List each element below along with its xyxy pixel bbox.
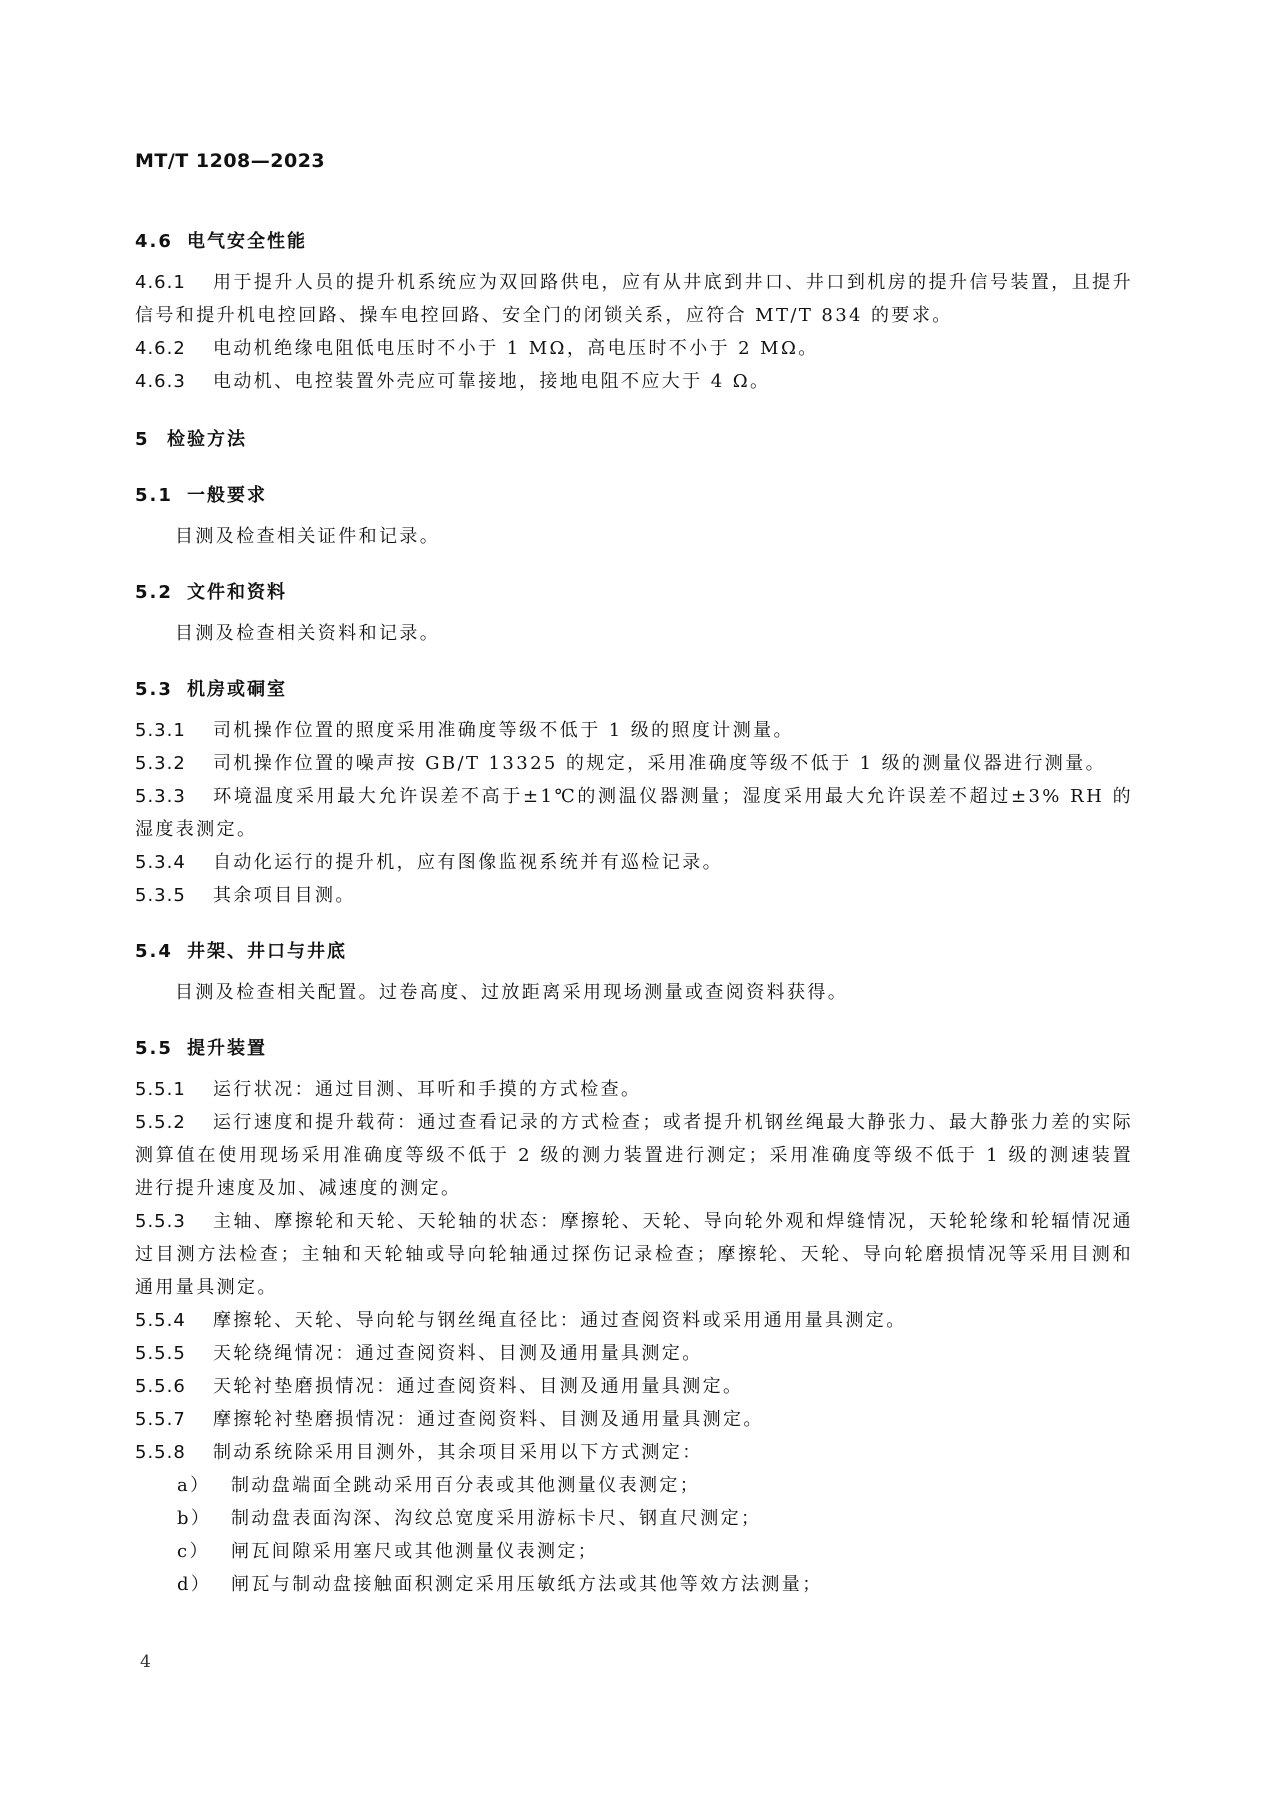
section-4-6-heading <box>135 226 1133 258</box>
list-marker: d） <box>177 1574 212 1595</box>
list-marker: b） <box>177 1508 212 1529</box>
clause-number: 5.5.1 <box>135 1079 186 1100</box>
clause-number: 5.5.5 <box>135 1343 186 1364</box>
clause-number: 4.6.3 <box>135 371 186 392</box>
section-5-4-heading <box>135 936 1133 968</box>
section-title: 井架、井口与井底 <box>187 941 347 962</box>
section-number: 5.5 <box>135 1038 173 1059</box>
chapter-title: 检验方法 <box>167 429 247 450</box>
clause-4-6-2 <box>135 332 1133 365</box>
clause-text: 环境温度采用最大允许误差不高于±1℃的测温仪器测量；湿度采用最大允许误差不超过±3% RH 的湿度表测定。 <box>135 786 1133 840</box>
clause-number: 5.3.4 <box>135 852 186 873</box>
clause-5-5-4 <box>135 1304 1133 1337</box>
clause-number: 5.3.1 <box>135 720 186 741</box>
clause-text: 天轮衬垫磨损情况：通过查阅资料、目测及通用量具测定。 <box>213 1376 744 1397</box>
clause-number: 5.3.2 <box>135 753 186 774</box>
clause-5-5-8 <box>135 1436 1133 1469</box>
clause-5-3-2 <box>135 747 1133 780</box>
clause-text: 天轮绕绳情况：通过查阅资料、目测及通用量具测定。 <box>213 1343 703 1364</box>
clause-5-3-1 <box>135 714 1133 747</box>
list-item-text: 闸瓦与制动盘接触面积测定采用压敏纸方法或其他等效方法测量； <box>231 1574 823 1595</box>
clause-number: 5.5.3 <box>135 1211 186 1232</box>
list-item <box>135 1535 1133 1568</box>
section-title: 文件和资料 <box>187 582 287 603</box>
clause-number: 5.5.6 <box>135 1376 186 1397</box>
list-item <box>135 1502 1133 1535</box>
clause-text: 电动机、电控装置外壳应可靠接地，接地电阻不应大于 4 Ω。 <box>213 371 771 392</box>
clause-text: 其余项目目测。 <box>213 885 356 906</box>
clause-text: 电动机绝缘电阻低电压时不小于 1 MΩ，高电压时不小于 2 MΩ。 <box>213 338 819 359</box>
document-header: MT/T 1208—2023 <box>135 150 326 172</box>
page-number: 4 <box>140 1652 151 1672</box>
clause-text: 运行状况：通过目测、耳听和手摸的方式检查。 <box>213 1079 642 1100</box>
section-5-1-text: 目测及检查相关证件和记录。 <box>175 526 441 547</box>
clause-4-6-3 <box>135 365 1133 398</box>
clause-text: 运行速度和提升载荷：通过查看记录的方式检查；或者提升机钢丝绳最大静张力、最大静张力差的实际测算值在使用现场采用准确度等级不低于 2 级的测力装置进行测定；采用准确度等级不低于 1 级的测速装置进行提升速度及加、减速度的测定。 <box>135 1112 1133 1199</box>
clause-5-5-3 <box>135 1205 1133 1304</box>
list-marker: c） <box>177 1541 210 1562</box>
clause-text: 摩擦轮衬垫磨损情况：通过查阅资料、目测及通用量具测定。 <box>213 1409 764 1430</box>
clause-5-5-6 <box>135 1370 1133 1403</box>
clause-5-3-3 <box>135 780 1133 846</box>
page-body <box>135 226 1133 1601</box>
section-number: 5.1 <box>135 485 173 506</box>
list-item <box>135 1469 1133 1502</box>
list-item <box>135 1568 1133 1601</box>
clause-number: 5.5.7 <box>135 1409 186 1430</box>
clause-number: 5.5.2 <box>135 1112 186 1133</box>
clause-number: 5.3.3 <box>135 786 186 807</box>
clause-text: 主轴、摩擦轮和天轮、天轮轴的状态：摩擦轮、天轮、导向轮外观和焊缝情况，天轮轮缘和轮辐情况通过目测方法检查；主轴和天轮轴或导向轮轴通过探伤记录检查；摩擦轮、天轮、导向轮磨损情况等采用目测和通用量具测定。 <box>135 1211 1133 1298</box>
clause-text: 制动系统除采用目测外，其余项目采用以下方式测定： <box>213 1442 703 1463</box>
clause-number: 5.5.4 <box>135 1310 186 1331</box>
section-title: 一般要求 <box>187 485 267 506</box>
list-marker: a） <box>177 1475 211 1496</box>
section-5-2-text: 目测及检查相关资料和记录。 <box>175 623 441 644</box>
section-5-3-heading <box>135 674 1133 706</box>
clause-text: 司机操作位置的照度采用准确度等级不低于 1 级的照度计测量。 <box>213 720 794 741</box>
section-5-5-heading <box>135 1033 1133 1065</box>
clause-5-5-2 <box>135 1106 1133 1205</box>
section-5-1-heading <box>135 480 1133 512</box>
clause-5-3-4 <box>135 846 1133 879</box>
section-title: 机房或硐室 <box>187 679 287 700</box>
clause-number: 4.6.2 <box>135 338 186 359</box>
section-number: 5.4 <box>135 941 173 962</box>
list-item-text: 制动盘端面全跳动采用百分表或其他测量仪表测定； <box>231 1475 701 1496</box>
clause-number: 5.5.8 <box>135 1442 186 1463</box>
clause-text: 用于提升人员的提升机系统应为双回路供电，应有从井底到井口、井口到机房的提升信号装置，且提升信号和提升机电控回路、操车电控回路、安全门的闭锁关系，应符合 MT/T 834 的要求。 <box>135 272 1133 326</box>
section-number: 5.2 <box>135 582 173 603</box>
section-number: 4.6 <box>135 231 173 252</box>
clause-text: 自动化运行的提升机，应有图像监视系统并有巡检记录。 <box>213 852 723 873</box>
section-title: 提升装置 <box>187 1038 267 1059</box>
clause-number: 5.3.5 <box>135 885 186 906</box>
clause-text: 摩擦轮、天轮、导向轮与钢丝绳直径比：通过查阅资料或采用通用量具测定。 <box>213 1310 907 1331</box>
section-5-4-text: 目测及检查相关配置。过卷高度、过放距离采用现场测量或查阅资料获得。 <box>175 982 849 1003</box>
list-item-text: 闸瓦间隙采用塞尺或其他测量仪表测定； <box>231 1541 599 1562</box>
list-item-text: 制动盘表面沟深、沟纹总宽度采用游标卡尺、钢直尺测定； <box>231 1508 762 1529</box>
clause-5-5-1 <box>135 1073 1133 1106</box>
clause-text: 司机操作位置的噪声按 GB/T 13325 的规定，采用准确度等级不低于 1 级的测量仪器进行测量。 <box>213 753 1106 774</box>
clause-5-5-7 <box>135 1403 1133 1436</box>
clause-number: 4.6.1 <box>135 272 186 293</box>
chapter-5-heading <box>135 424 1133 456</box>
clause-4-6-1 <box>135 266 1133 332</box>
clause-5-3-5 <box>135 879 1133 912</box>
section-title: 电气安全性能 <box>187 231 307 252</box>
section-number: 5.3 <box>135 679 173 700</box>
chapter-number: 5 <box>135 429 150 450</box>
clause-5-5-5 <box>135 1337 1133 1370</box>
section-5-2-heading <box>135 577 1133 609</box>
